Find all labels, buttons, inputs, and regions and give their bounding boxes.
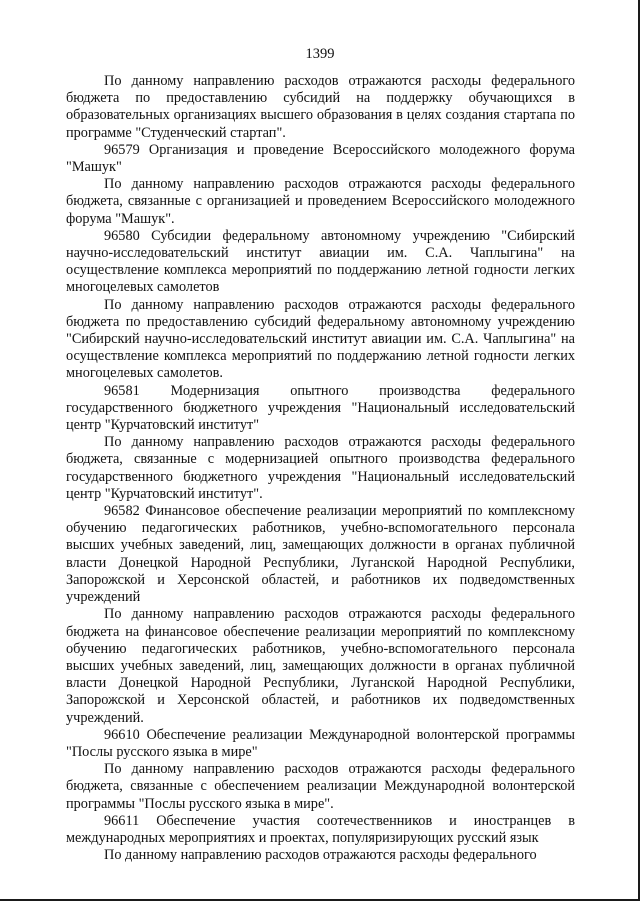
paragraph: По данному направлению расходов отражаются расходы федерального бюджета по предоставлению субсидий на поддержку обучающихся в образовательных организациях высшего образования в целях создания стартапа по программе "Студенческий стартап". — [66, 73, 575, 141]
paragraph: По данному направлению расходов отражаются расходы федерального бюджета, связанные с обеспечением реализации Международной волонтерской программы "Послы русского языка в мире". — [66, 761, 575, 812]
paragraph: По данному направлению расходов отражаются расходы федерального бюджета по предоставлению субсидий федеральному автономному учреждению "Сибирский научно-исследовательский институт авиации им. С.А. Чаплыгина" на осуществление комплекса мероприятий по поддержанию летной годности легких многоцелевых самолетов. — [66, 296, 575, 382]
section-heading: 96579 Организация и проведение Всероссийского молодежного форума "Машук" — [66, 141, 575, 176]
paragraph: По данному направлению расходов отражаются расходы федерального бюджета, связанные с модернизацией опытного производства федерального государственного бюджетного учреждения "Национальный исследовательский центр "Курчатовский институт". — [66, 434, 575, 502]
page-number: 1399 — [305, 46, 335, 62]
section-heading: 96581 Модернизация опытного производства федерального государственного бюджетного учреждения "Национальный исследовательский центр "Курчатовский институт" — [66, 382, 575, 434]
paragraph: По данному направлению расходов отражаются расходы федерального бюджета, связанные с организацией и проведением Всероссийского молодежного форума "Машук". — [66, 176, 575, 227]
document-body — [66, 73, 575, 864]
paragraph: По данному направлению расходов отражаются расходы федерального — [104, 847, 537, 864]
section-heading: 96610 Обеспечение реализации Международной волонтерской программы "Послы русского языка в мире" — [66, 726, 575, 760]
paragraph: По данному направлению расходов отражаются расходы федерального бюджета на финансовое обеспечение реализации мероприятий по комплексному обучению педагогических работников, учебно-вспомогательного персонала высших учебных заведений, лиц, замещающих должности в органах публичной власти Донецкой Народной Республики, Луганской Народной Республики, Запорожской и Херсонской областей, и работников их подведомственных учреждений. — [66, 606, 575, 726]
section-heading: 96580 Субсидии федеральному автономному учреждению "Сибирский научно-исследовательский институт авиации им. С.А. Чаплыгина" на осуществление комплекса мероприятий по поддержанию летной годности легких многоцелевых самолетов — [66, 227, 575, 296]
section-heading: 96611 Обеспечение участия соотечественников и иностранцев в международных мероприятиях и проектах, популяризирующих русский язык — [66, 812, 575, 846]
section-heading: 96582 Финансовое обеспечение реализации мероприятий по комплексному обучению педагогических работников, учебно-вспомогательного персонала высших учебных заведений, лиц, замещающих должности в органах публичной власти Донецкой Народной Республики, Луганской Народной Республики, Запорожской и Херсонской областей, и работников их подведомственных учреждений — [66, 503, 575, 606]
